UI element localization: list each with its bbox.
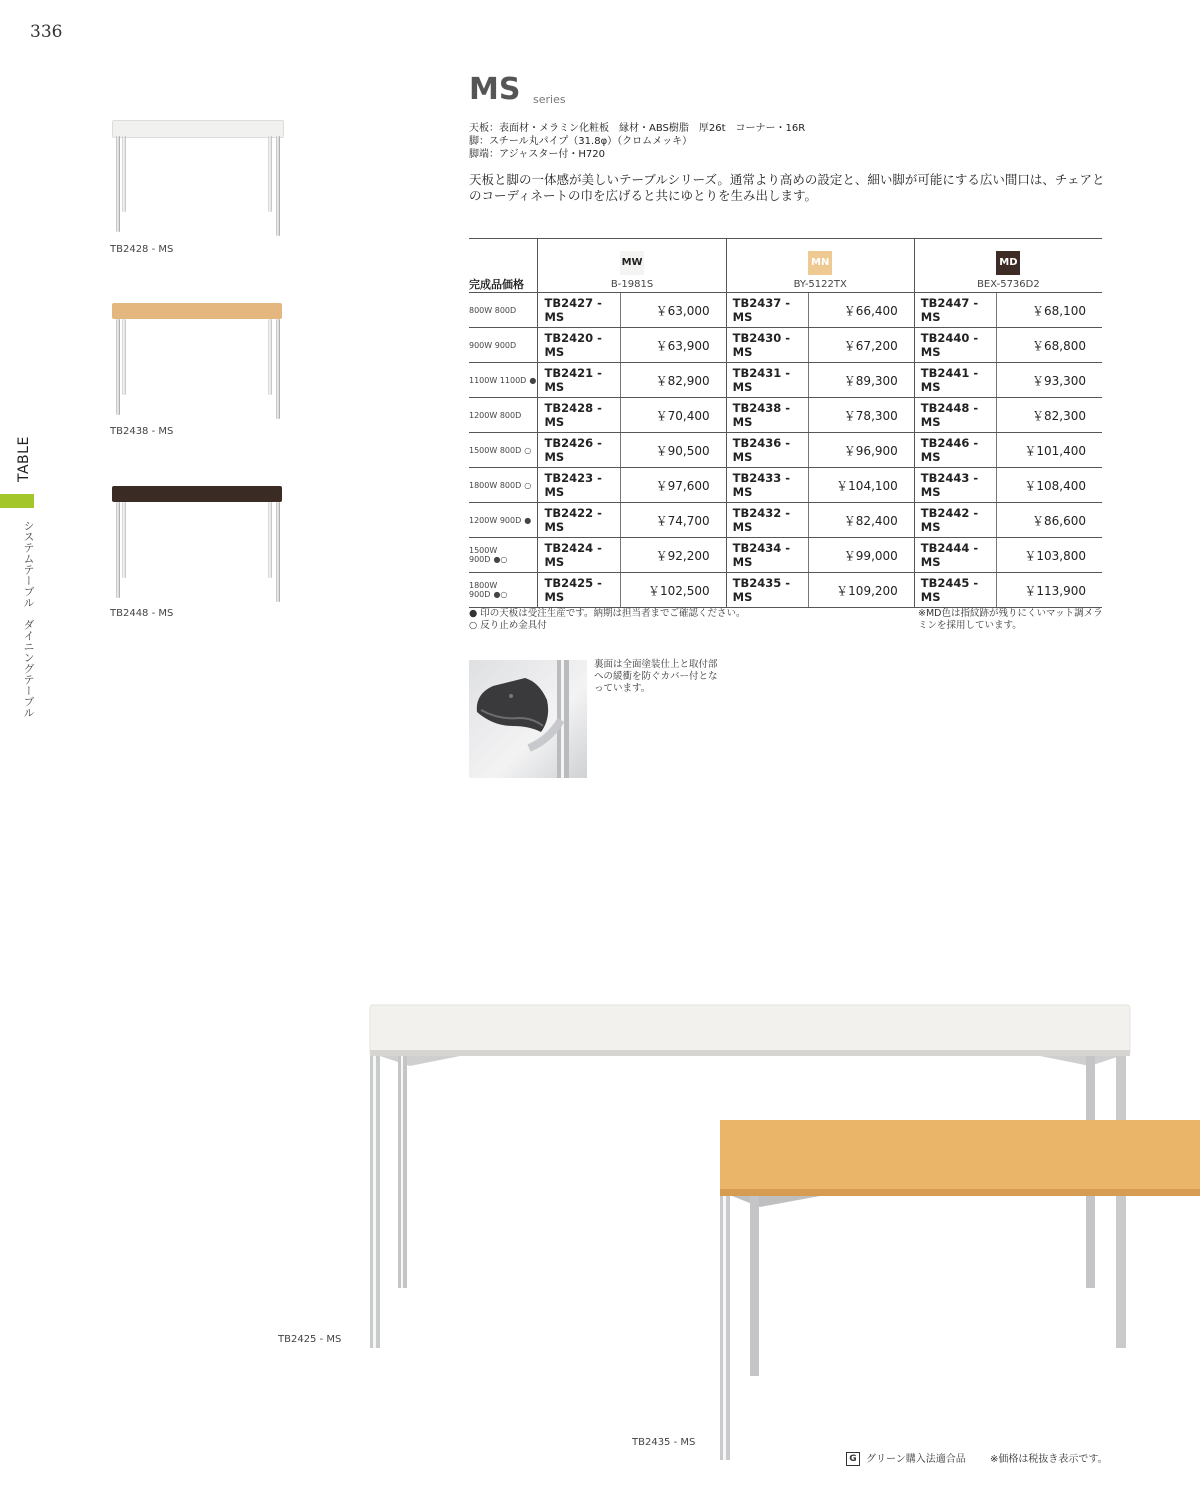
product-code: TB2443 - MS bbox=[914, 468, 997, 503]
finish-material-mw: B-1981S bbox=[610, 279, 654, 290]
tax-note: ※価格は税抜き表示です。 bbox=[990, 1454, 1108, 1465]
product-price: ￥108,400 bbox=[997, 468, 1102, 503]
size-cell bbox=[469, 363, 538, 398]
product-code: TB2425 - MS bbox=[538, 573, 621, 608]
size-mark: ○ bbox=[524, 445, 532, 455]
product-code: TB2426 - MS bbox=[538, 433, 621, 468]
product-code: TB2447 - MS bbox=[914, 293, 997, 328]
finish-chip-mw: MW bbox=[620, 251, 644, 275]
product-code: TB2437 - MS bbox=[726, 293, 809, 328]
product-price: ￥90,500 bbox=[621, 433, 727, 468]
product-code: TB2427 - MS bbox=[538, 293, 621, 328]
product-price: ￥82,400 bbox=[809, 503, 915, 538]
tabletop bbox=[112, 486, 282, 502]
size-cell bbox=[469, 503, 538, 538]
side-tab bbox=[12, 430, 40, 490]
product-code: TB2431 - MS bbox=[726, 363, 809, 398]
series-title: MS bbox=[469, 72, 521, 107]
product-price: ￥68,100 bbox=[997, 293, 1102, 328]
size-label: 1500W 800D bbox=[469, 445, 522, 455]
size-cell bbox=[469, 538, 538, 573]
big-image-natural-table bbox=[710, 1115, 1200, 1460]
finish-material-md: BEX-5736D2 bbox=[977, 279, 1040, 290]
product-code: TB2441 - MS bbox=[914, 363, 997, 398]
product-price: ￥86,600 bbox=[997, 503, 1102, 538]
product-code: TB2421 - MS bbox=[538, 363, 621, 398]
size-cell bbox=[469, 433, 538, 468]
finish-chip-md: MD bbox=[996, 251, 1020, 275]
product-code: TB2423 - MS bbox=[538, 468, 621, 503]
size-label: 1100W 1100D bbox=[469, 375, 527, 385]
size-mark: ● bbox=[529, 375, 537, 385]
table-row bbox=[469, 468, 1102, 503]
size-cell bbox=[469, 293, 538, 328]
product-price: ￥102,500 bbox=[621, 573, 727, 608]
table-row bbox=[469, 503, 1102, 538]
product-price: ￥67,200 bbox=[809, 328, 915, 363]
table-notes bbox=[469, 608, 746, 632]
product-caption-dark: TB2448 - MS bbox=[110, 608, 174, 619]
product-price: ￥93,300 bbox=[997, 363, 1102, 398]
product-code: TB2434 - MS bbox=[726, 538, 809, 573]
product-price: ￥109,200 bbox=[809, 573, 915, 608]
product-code: TB2433 - MS bbox=[726, 468, 809, 503]
size-mark: ●○ bbox=[493, 590, 508, 599]
product-code: TB2440 - MS bbox=[914, 328, 997, 363]
size-label: 1800W 900D bbox=[469, 581, 498, 599]
finish-material-mn: BY-5122TX bbox=[793, 279, 847, 290]
note-warp-bracket: ○ 反り止め金具付 bbox=[469, 620, 547, 631]
price-table-body bbox=[469, 293, 1102, 608]
size-label: 900W 900D bbox=[469, 340, 517, 350]
size-mark: ○ bbox=[524, 480, 532, 490]
product-price: ￥96,900 bbox=[809, 433, 915, 468]
side-tab-label: TABLE bbox=[16, 436, 32, 482]
size-label: 1800W 800D bbox=[469, 480, 522, 490]
product-code: TB2428 - MS bbox=[538, 398, 621, 433]
product-price: ￥92,200 bbox=[621, 538, 727, 573]
product-code: TB2430 - MS bbox=[726, 328, 809, 363]
product-price: ￥104,100 bbox=[809, 468, 915, 503]
price-table bbox=[469, 238, 1102, 608]
product-code: TB2448 - MS bbox=[914, 398, 997, 433]
side-category-text: システムテーブル ダイニングテーブル bbox=[22, 520, 35, 718]
row-header-label: 完成品価格 bbox=[469, 239, 538, 293]
product-code: TB2446 - MS bbox=[914, 433, 997, 468]
finish-header-mn bbox=[726, 239, 914, 293]
product-price: ￥82,300 bbox=[997, 398, 1102, 433]
product-image-natural bbox=[112, 303, 287, 443]
product-price: ￥63,900 bbox=[621, 328, 727, 363]
product-price: ￥78,300 bbox=[809, 398, 915, 433]
product-code: TB2438 - MS bbox=[726, 398, 809, 433]
table-row bbox=[469, 433, 1102, 468]
table-row bbox=[469, 538, 1102, 573]
detail-image-underside bbox=[469, 660, 587, 778]
product-price: ￥70,400 bbox=[621, 398, 727, 433]
spec-line: 脚端：アジャスター付・H720 bbox=[469, 149, 606, 160]
product-code: TB2436 - MS bbox=[726, 433, 809, 468]
table-header-row bbox=[469, 239, 1102, 293]
size-label: 1500W 900D bbox=[469, 546, 498, 564]
size-label: 1200W 800D bbox=[469, 410, 522, 420]
product-price: ￥74,700 bbox=[621, 503, 727, 538]
product-price: ￥103,800 bbox=[997, 538, 1102, 573]
size-label: 1200W 900D bbox=[469, 515, 522, 525]
product-image-white bbox=[112, 120, 287, 260]
product-code: TB2422 - MS bbox=[538, 503, 621, 538]
side-accent-bar bbox=[0, 494, 34, 508]
product-price: ￥66,400 bbox=[809, 293, 915, 328]
size-cell bbox=[469, 468, 538, 503]
product-caption-natural: TB2438 - MS bbox=[110, 426, 174, 437]
product-caption-white: TB2428 - MS bbox=[110, 244, 174, 255]
page-number: 336 bbox=[30, 22, 63, 42]
product-price: ￥97,600 bbox=[621, 468, 727, 503]
spec-list bbox=[469, 122, 805, 161]
product-code: TB2442 - MS bbox=[914, 503, 997, 538]
series-description: 天板と脚の一体感が美しいテーブルシリーズ。通常より高めの設定と、細い脚が可能にする広い間口は、チェアとのコーディネートの巾を広げると共にゆとりを生み出します。 bbox=[469, 172, 1105, 203]
table-row bbox=[469, 363, 1102, 398]
finish-chip-mn: MN bbox=[808, 251, 832, 275]
product-price: ￥63,000 bbox=[621, 293, 727, 328]
product-price: ￥89,300 bbox=[809, 363, 915, 398]
product-code: TB2445 - MS bbox=[914, 573, 997, 608]
spec-line: 脚：スチール丸パイプ（31.8φ）（クロムメッキ） bbox=[469, 136, 693, 147]
product-price: ￥113,900 bbox=[997, 573, 1102, 608]
table-row bbox=[469, 573, 1102, 608]
tabletop bbox=[112, 303, 282, 319]
product-code: TB2420 - MS bbox=[538, 328, 621, 363]
spec-line: 天板：表面材・メラミン化粧板 縁材・ABS樹脂 厚26t コーナー・16R bbox=[469, 123, 806, 134]
size-label: 800W 800D bbox=[469, 305, 517, 315]
finish-header-md bbox=[914, 239, 1102, 293]
green-logo-icon: G bbox=[846, 1452, 860, 1466]
product-code: TB2444 - MS bbox=[914, 538, 997, 573]
table-row bbox=[469, 398, 1102, 433]
detail-description: 裏面は全面塗装仕上と取付部への緩衝を防ぐカバー付となっています。 bbox=[594, 659, 718, 694]
size-cell bbox=[469, 398, 538, 433]
bracket-illustration bbox=[469, 660, 587, 778]
note-md-finish: ※MD色は指紋跡が残りにくいマット調メラミンを採用しています。 bbox=[918, 608, 1103, 631]
big-caption-white: TB2425 - MS bbox=[278, 1334, 342, 1345]
product-image-dark bbox=[112, 486, 287, 626]
product-code: TB2432 - MS bbox=[726, 503, 809, 538]
product-price: ￥101,400 bbox=[997, 433, 1102, 468]
product-code: TB2435 - MS bbox=[726, 573, 809, 608]
product-code: TB2424 - MS bbox=[538, 538, 621, 573]
tabletop bbox=[112, 120, 284, 138]
size-mark: ●○ bbox=[493, 555, 508, 564]
green-purchase-label: グリーン購入法適合品 bbox=[866, 1454, 966, 1465]
product-price: ￥99,000 bbox=[809, 538, 915, 573]
note-made-to-order: ● 印の天板は受注生産です。納期は担当者までご確認ください。 bbox=[469, 608, 746, 619]
table-row bbox=[469, 293, 1102, 328]
green-purchase-mark bbox=[846, 1450, 966, 1466]
product-price: ￥68,800 bbox=[997, 328, 1102, 363]
big-caption-natural: TB2435 - MS bbox=[632, 1437, 696, 1448]
size-mark: ● bbox=[524, 515, 532, 525]
finish-header-mw bbox=[538, 239, 726, 293]
size-cell bbox=[469, 573, 538, 608]
size-cell bbox=[469, 328, 538, 363]
product-price: ￥82,900 bbox=[621, 363, 727, 398]
series-subtitle: series bbox=[533, 93, 566, 106]
table-row bbox=[469, 328, 1102, 363]
